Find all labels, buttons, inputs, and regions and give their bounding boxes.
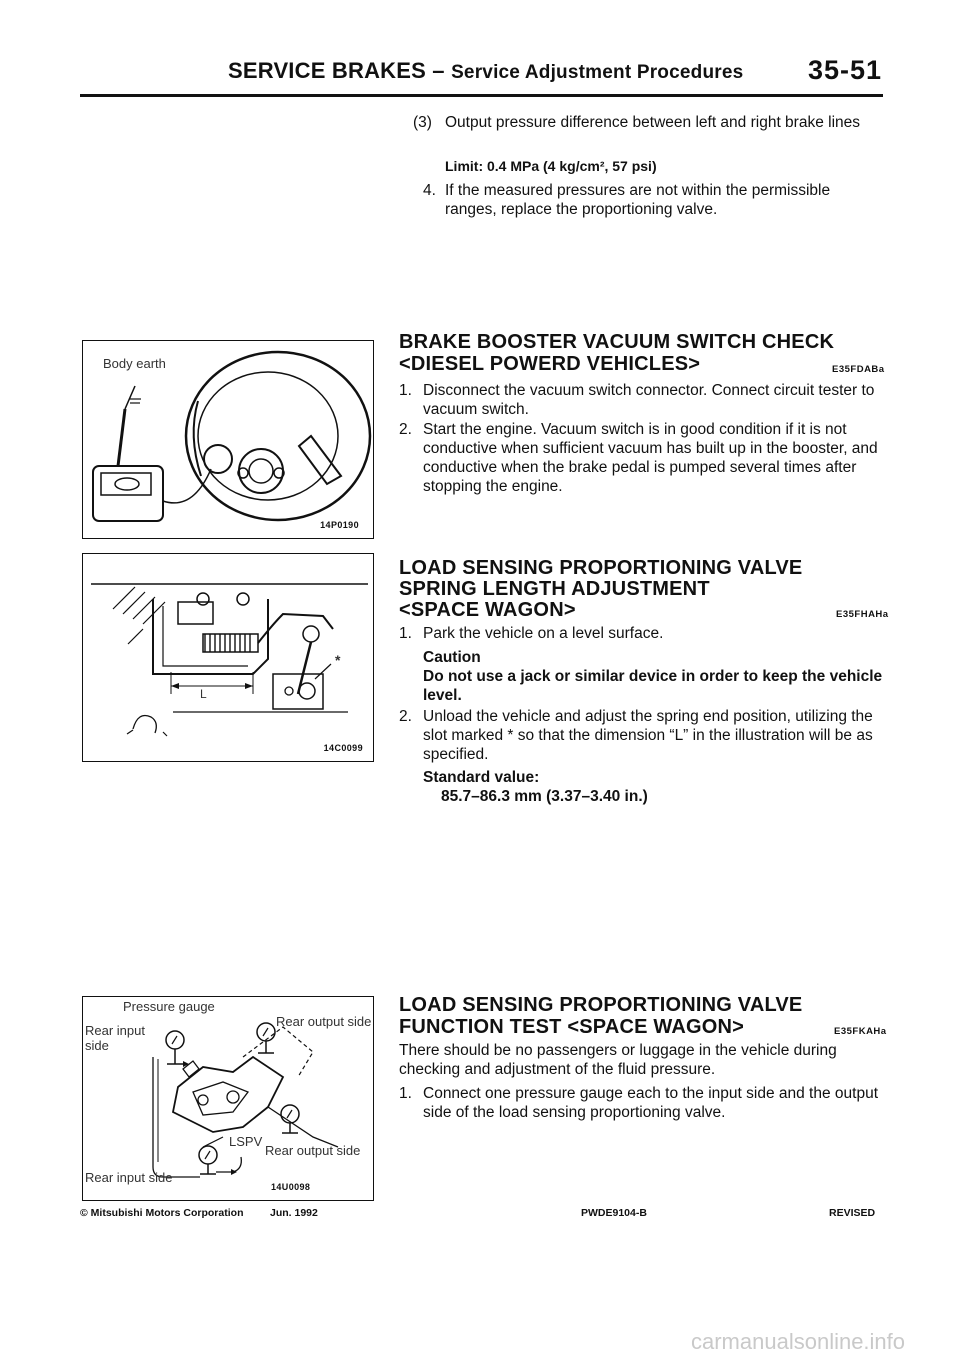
figure-code-14u0098: 14U0098 (271, 1182, 311, 1192)
figure-spring-length (82, 553, 374, 762)
section-2-code: E35FHAHa (836, 609, 889, 620)
figure-label-pressure-gauge: Pressure gauge (123, 999, 215, 1014)
section-3-intro: There should be no passengers or luggage in the vehicle during checking and adjustment of the fluid pressure. (399, 1042, 837, 1078)
section-2-step-2-number: 2. (399, 708, 412, 725)
caution-title: Caution (423, 649, 481, 666)
section-1-step-1-number: 1. (399, 382, 412, 399)
section-1-code: E35FDABa (832, 364, 885, 375)
section-2-step-1-number: 1. (399, 625, 412, 642)
section-1-step-2-number: 2. (399, 421, 412, 438)
footer-doc-code: PWDE9104-B (581, 1207, 647, 1219)
page-number: 35-51 (807, 55, 882, 85)
section-3-step-1: Connect one pressure gauge each to the input side and the output side of the load sensing proportioning valve. (423, 1085, 879, 1121)
figure-label-rear-output-top: Rear output side (276, 1014, 372, 1029)
figure-lspv-function-test (82, 996, 374, 1201)
header-rule (80, 94, 883, 97)
footer-date: Jun. 1992 (270, 1207, 318, 1219)
figure-label-lspv: LSPV (229, 1134, 263, 1149)
section-3-title-line-1: LOAD SENSING PROPORTIONING VALVE (399, 994, 803, 1016)
standard-value: 85.7–86.3 mm (3.37–3.40 in.) (441, 788, 648, 805)
section-2-title-line-3: <SPACE WAGON> (399, 599, 576, 621)
spring-illustration (83, 554, 373, 761)
figure-booster-vacuum-switch (82, 340, 374, 539)
figure-dimension-l: L (200, 687, 207, 701)
item-4-number: 4. (423, 182, 436, 199)
figure-label-rear-input-top: Rear input (85, 1023, 145, 1038)
header-title: SERVICE BRAKES (228, 58, 426, 83)
figure-code-14p0190: 14P0190 (320, 520, 359, 530)
standard-value-label: Standard value: (423, 769, 540, 786)
limit-value: Limit: 0.4 MPa (4 kg/cm², 57 psi) (445, 158, 657, 174)
footer-copyright: © Mitsubishi Motors Corporation (80, 1207, 244, 1219)
watermark-text: carmanualsonline.info (691, 1329, 906, 1354)
section-1-subtitle: <DIESEL POWERD VEHICLES> (399, 353, 701, 375)
item-3-text: Output pressure difference between left and right brake lines (445, 114, 861, 131)
section-1-step-2: Start the engine. Vacuum switch is in good condition if it is not conductive when sufficient vacuum has built up in the booster, and conductive when the brake pedal is pumped several times after stopping the engine. (423, 421, 878, 495)
figure-slot-star: * (335, 652, 341, 668)
figure-label-body-earth: Body earth (103, 356, 166, 371)
header-subtitle: Service Adjustment Procedures (451, 62, 744, 83)
caution-text: Do not use a jack or similar device in order to keep the vehicle level. (423, 668, 883, 704)
figure-label-rear-input-bottom: Rear input side (85, 1170, 173, 1185)
section-2-step-1: Park the vehicle on a level surface. (423, 625, 664, 642)
section-3-title-line-2: FUNCTION TEST <SPACE WAGON> (399, 1016, 745, 1038)
page-header-title (228, 58, 743, 84)
footer-status: REVISED (829, 1207, 876, 1219)
section-2-title-line-2: SPRING LENGTH ADJUSTMENT (399, 578, 710, 600)
section-3-code: E35FKAHa (834, 1026, 887, 1037)
section-3-step-1-number: 1. (399, 1085, 412, 1102)
header-separator: – (426, 58, 452, 83)
item-4-text: If the measured pressures are not within the permissible ranges, replace the proportioning valve. (445, 182, 831, 218)
figure-label-rear-input-top-side: side (85, 1038, 109, 1053)
figure-label-rear-output-bottom: Rear output side (265, 1143, 361, 1158)
figure-code-14c0099: 14C0099 (323, 743, 363, 753)
section-1-title: BRAKE BOOSTER VACUUM SWITCH CHECK (399, 331, 835, 353)
section-2-title-line-1: LOAD SENSING PROPORTIONING VALVE (399, 557, 803, 579)
section-1-step-1: Disconnect the vacuum switch connector. Connect circuit tester to vacuum switch. (423, 382, 875, 418)
section-2-step-2: Unload the vehicle and adjust the spring end position, utilizing the slot marked * so that the dimension “L” in the illustration will be as specified. (423, 708, 873, 763)
item-3-number: (3) (413, 114, 432, 131)
